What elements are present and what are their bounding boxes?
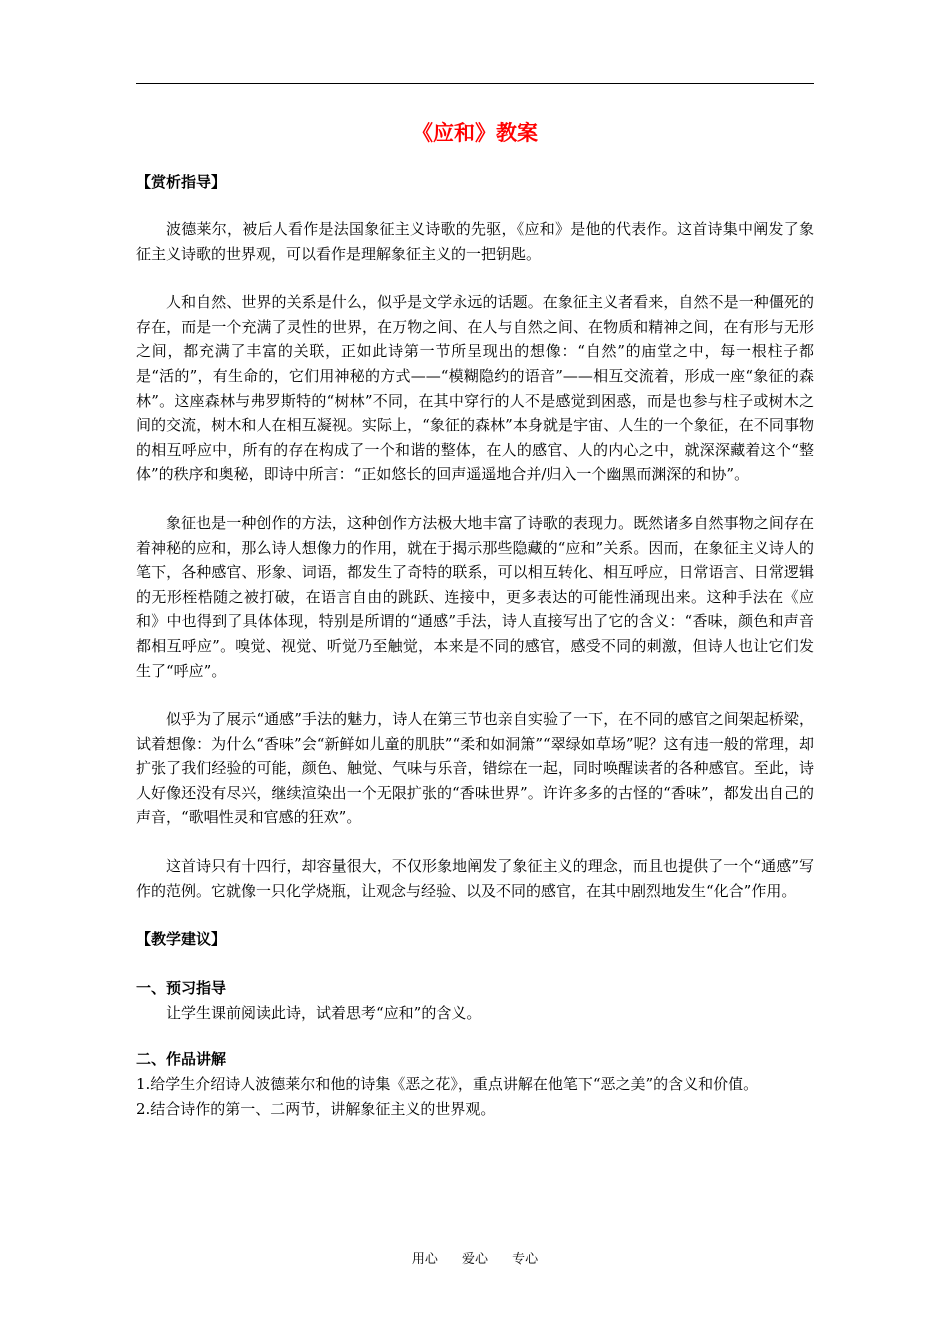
paragraph: 人和自然、世界的关系是什么，似乎是文学永远的话题。在象征主义者看来，自然不是一种僵死的存在，而是一个充满了灵性的世界，在万物之间、在人与自然之间、在物质和精神之间，在有形与无形之间，都充满了丰富的关联，正如此诗第一节所呈现出的想像：“自然”的庙堂之中，每一根柱子都是“活的”，有生命的，它们用神秘的方式——“模糊隐约的语音”——相互交流着，形成一座“象征的森林”。这座森林与弗罗斯特的“树林”不同，在其中穿行的人不是感觉到困惑，而是也参与柱子或树木之间的交流，树木和人在相互凝视。实际上，“象征的森林”本身就是宇宙、人生的一个象征，在不同事物的相互呼应中，所有的存在构成了一个和谐的整体，在人的感官、人的内心之中，就深深藏着这个“整体”的秩序和奥秘，即诗中所言：“正如悠长的回声遥遥地合并/归入一个幽黑而渊深的和协”。 bbox=[136, 293, 814, 484]
subsection-heading-preview: 一、预习指导 bbox=[136, 979, 227, 998]
document-title: 《应和》教案 bbox=[412, 121, 538, 145]
section-heading-appreciation: 【赏析指导】 bbox=[136, 173, 227, 191]
document-body bbox=[136, 118, 814, 1121]
footer-text: 专心 bbox=[512, 1252, 539, 1267]
subsection-heading-explanation: 二、作品讲解 bbox=[136, 1050, 227, 1069]
paragraph: 似乎为了展示“通感”手法的魅力，诗人在第三节也亲自实验了一下，在不同的感官之间架起桥梁，试着想像：为什么“香味”会“新鲜如儿童的肌肤”“柔和如洞箫”“翠绿如草场”呢？这有违一般的常理，却扩张了我们经验的可能，颜色、触觉、气味与乐音，错综在一起，同时唤醒读者的各种感官。至此，诗人好像还没有尽兴，继续渲染出一个无限扩张的“香味世界”。许许多多的古怪的“香味”，都发出自己的声音，“歌唱性灵和官感的狂欢”。 bbox=[136, 710, 814, 827]
list-item: 让学生课前阅读此诗，试着思考“应和”的含义。 bbox=[166, 1003, 482, 1022]
footer-text: 爱心 bbox=[461, 1252, 488, 1267]
paragraph: 这首诗只有十四行，却容量很大，不仅形象地阐发了象征主义的理念，而且也提供了一个“通感”写作的范例。它就像一只化学烧瓶，让观念与经验、以及不同的感官，在其中剧烈地发生“化合”作用。 bbox=[136, 857, 814, 900]
list-item: 1.给学生介绍诗人波德莱尔和他的诗集《恶之花》，重点讲解在他笔下“恶之美”的含义和价值。 bbox=[136, 1075, 759, 1094]
header-rule bbox=[136, 83, 814, 84]
page-footer bbox=[0, 1248, 950, 1267]
footer-text: 用心 bbox=[411, 1252, 438, 1267]
section-heading-teaching: 【教学建议】 bbox=[136, 930, 227, 949]
paragraph: 象征也是一种创作的方法，这种创作方法极大地丰富了诗歌的表现力。既然诸多自然事物之间存在着神秘的应和，那么诗人想像力的作用，就在于揭示那些隐藏的“应和”关系。因而，在象征主义诗人的笔下，各种感官、形象、词语，都发生了奇特的联系，可以相互转化、相互呼应，日常语言、日常逻辑的无形桎梏随之被打破，在语言自由的跳跃、连接中，更多表达的可能性涌现出来。这种手法在《应和》中也得到了具体体现，特别是所谓的“通感”手法，诗人直接写出了它的含义：“香味，颜色和声音都相互呼应”。嗅觉、视觉、听觉乃至触觉，本来是不同的感官，感受不同的刺激，但诗人也让它们发生了“呼应”。 bbox=[136, 513, 814, 680]
list-item: 2.结合诗作的第一、二两节，讲解象征主义的世界观。 bbox=[136, 1099, 496, 1118]
paragraph: 波德莱尔，被后人看作是法国象征主义诗歌的先驱，《应和》是他的代表作。这首诗集中阐发了象征主义诗歌的世界观，可以看作是理解象征主义的一把钥匙。 bbox=[136, 220, 814, 263]
